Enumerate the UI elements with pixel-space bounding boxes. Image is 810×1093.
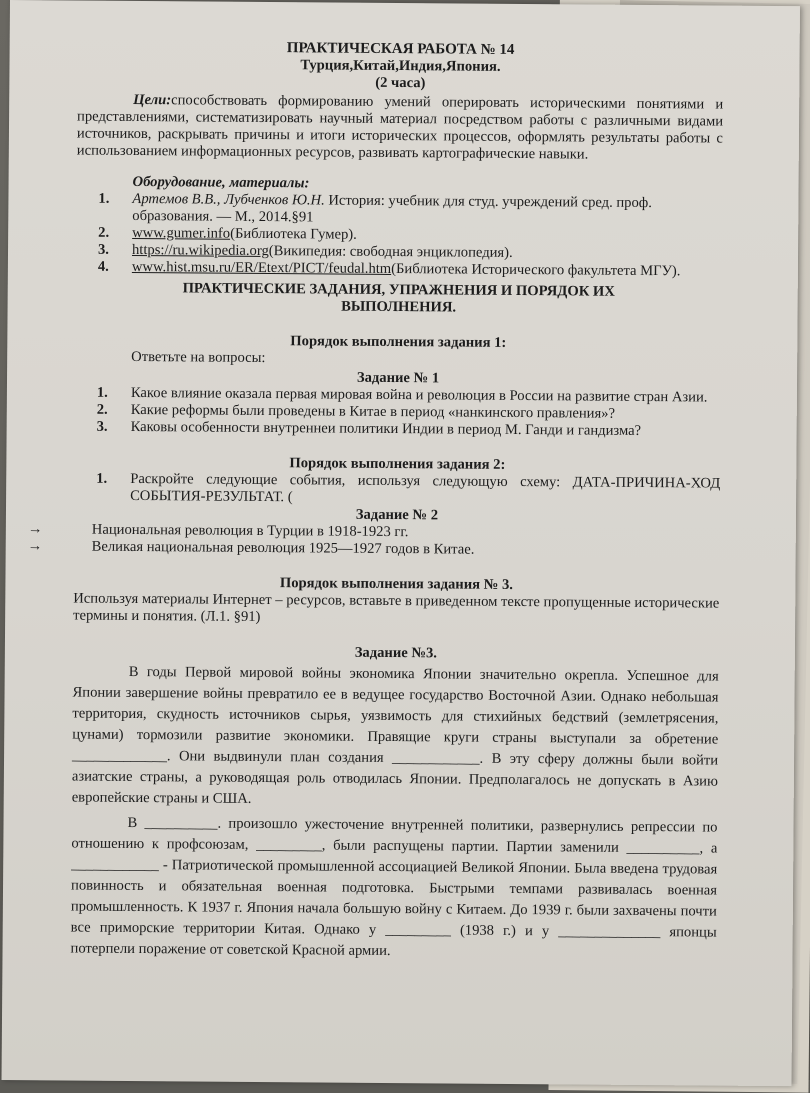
list-number: 1. [96,384,108,401]
task2-heading: Порядок выполнения задания 2: [289,455,506,473]
event-text: Национальная революция в Турции в 1918-1923 гг. [91,521,409,541]
link-description: (Википедия: свободная энциклопедия). [268,243,513,261]
task2-title: Задание № 2 [355,506,439,524]
link-description: (Библиотека Гумер). [230,225,357,243]
instruction-item [96,471,720,510]
task3-intro: Используя материалы Интернет – ресурсов, вставьте в приведенном тексте пропущенные исторические термины и понятия. (Л.1. §91) [73,590,720,625]
task3-title: Задание №3. [354,644,438,662]
list-number: 1. [98,190,110,207]
page-subtitle: Турция,Китай,Индия,Япония. [300,57,501,75]
task1-title: Задание № 1 [356,369,440,387]
link-description: (Библиотека Исторического факультета МГУ). [391,261,681,280]
document-content [27,39,724,965]
link-hist-msu[interactable]: www.hist.msu.ru/ER/Etext/PICT/feudal.htm [131,258,392,278]
list-number: 2. [98,224,110,241]
task3-paragraph-1: В годы Первой мировой войны экономика Японии значительно окрепла. Успешное для Японии завершение войны превратило ее в ведущее государство Восточной Азии. Однако небольшая территория, скудность источников сырья, уязвимость для стихийных бедствий (землетрясения, цунами) тормозили развитие экономики. Правящие круги страны выступали за обретение _____________. Они выдвинули план создания ____________. В эту сферу должны были войти азиатские страны, а руководящая роль отводилась Японии. Предполагалось не допускать в Азию европейские страны и США. [71,663,719,807]
goals-paragraph [77,92,724,165]
list-number: 1. [96,470,108,487]
event-text: Великая национальная революция 1925—1927 годов в Китае. [91,538,475,558]
question-text: Каковы особенности внутреннеи политики Индии в период М. Ганди и гандизма? [130,418,642,439]
page-title: ПРАКТИЧЕСКАЯ РАБОТА № 14 [286,40,515,58]
goals-label: Цели: [133,91,172,109]
task3-heading: Порядок выполнения задания № 3. [279,575,514,593]
question-text: Какое влияние оказала первая мировая война и революция в России на развитие стран Азии. [130,384,708,406]
task1-heading: Порядок выполнения задания 1: [290,333,507,351]
task3-paragraph-2: В __________. произошло ужесточение внутренней политики, развернулись репрессии по отношению к профсоюзам, _________, были распущены партии. Партии заменили __________, а ____________ - Патриотической промышленной ассоциацией Великой Японии. Была введена трудовая повинность и обязательная военная подготовка. Быстрыми темпами развивалась военная промышленность. К 1937 г. Япония начала большую войну с Китаем. До 1939 г. были захвачены почти все приморские территории Китая. Однако у _________ (1938 г.) и у ______________ японцы потерпели поражение от советской Красной армии. [70,814,718,960]
document-page [2,0,800,1086]
arrow-right-icon: → [27,538,43,555]
question-text: Какие реформы были проведены в Китае в период «нанкинского правления»? [130,401,616,422]
link-gumer[interactable]: www.gumer.info [132,224,231,242]
task1-questions [75,385,721,441]
equipment-item [98,259,722,281]
hours-label: (2 часа) [375,74,426,92]
task2-instructions [74,471,720,510]
equipment-item [98,191,722,230]
list-number: 4. [97,258,109,275]
section-title: ПРАКТИЧЕСКИЕ ЗАДАНИЯ, УПРАЖНЕНИЯ И ПОРЯДОК ИХ ВЫПОЛНЕНИЯ. [182,280,615,316]
arrow-right-icon: → [27,521,43,538]
list-number: 3. [97,241,110,258]
goals-text: способствовать формированию умений оперировать историческими понятиями и представлениями, систематизировать научный материал посредством работы с различными видами источников, раскрывать причины и итоги исторических процессов, оформлять результаты работы с использованием информационных ресурсов, развивать картографические навыки. [76,92,724,163]
list-number: 2. [96,401,108,418]
book-authors: Артемов В.В., Лубченков Ю.Н. [132,190,325,209]
link-wikipedia[interactable]: https://ru.wikipedia.org [131,241,269,260]
equipment-label: Оборудование, материалы: [132,173,310,192]
list-number: 3. [96,418,108,435]
book-title: История: учебник для студ. учреждений сред. проф. образования. — М., 2014.§91 [132,192,652,226]
task1-intro: Ответьте на вопросы: [131,348,266,367]
equipment-list [76,191,723,281]
instruction-text: Раскройте следующие события, используя следующую схему: ДАТА-ПРИЧИНА-ХОД СОБЫТИЯ-РЕЗУЛЬТАТ. ( [130,470,721,506]
